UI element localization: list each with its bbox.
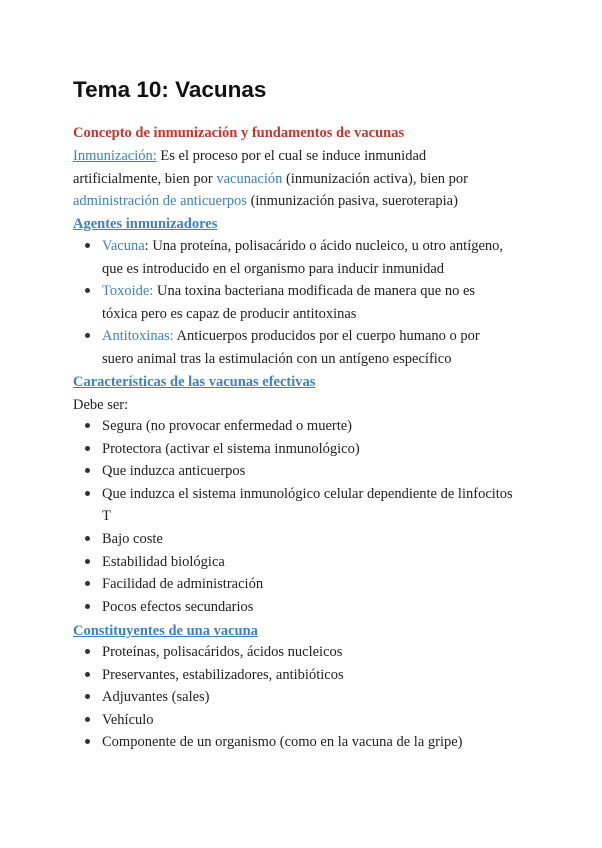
bullet-icon [85, 446, 90, 451]
agent-term: Toxoide: [102, 283, 154, 300]
page-title: Tema 10: Vacunas [73, 77, 267, 102]
list-item [84, 415, 514, 438]
caracteristicas-intro: Debe ser: [73, 397, 129, 413]
list-item [84, 438, 514, 461]
list-item-text: Que induzca anticuerpos [102, 463, 246, 480]
bullet-icon [85, 536, 90, 541]
concept-heading: Concepto de inmunización y fundamentos de vacunas [73, 125, 405, 141]
list-item [84, 664, 514, 687]
bullet-icon [85, 423, 90, 428]
list-item [84, 460, 514, 483]
list-item [84, 596, 514, 619]
list-item [84, 551, 514, 574]
list-item-text: Protectora (activar el sistema inmunológico) [102, 440, 360, 457]
bullet-icon [85, 604, 90, 609]
list-item-text: Segura (no provocar enfermedad o muerte) [102, 418, 353, 434]
agentes-list [84, 235, 514, 371]
inmunizacion-paragraph [73, 145, 513, 213]
list-item [84, 528, 514, 551]
agentes-heading: Agentes inmunizadores [73, 216, 218, 232]
list-item-text: Preservantes, estabilizadores, antibióticos [102, 666, 344, 683]
agent-text: Una toxina bacteriana modificada de manera que no es tóxica pero es capaz de producir antitoxinas [102, 283, 476, 322]
inmunizacion-term: Inmunización: [73, 148, 157, 164]
bullet-icon [85, 288, 90, 293]
agent-text: : Una proteína, polisacárido o ácido nucleico, u otro antígeno, que es introducido en el organismo para inducir inmunidad [102, 238, 504, 277]
bullet-icon [85, 581, 90, 586]
list-item-text: Estabilidad biológica [102, 553, 225, 570]
list-item [84, 641, 514, 664]
bullet-icon [85, 717, 90, 722]
bullet-icon [85, 468, 90, 473]
list-item [84, 709, 514, 732]
administracion-term: administración de anticuerpos [73, 193, 247, 210]
list-item-text: Pocos efectos secundarios [102, 598, 254, 615]
bullet-icon [85, 649, 90, 654]
list-item [84, 235, 514, 280]
list-item-text: Que induzca el sistema inmunológico celular dependiente de linfocitos T [102, 485, 513, 525]
bullet-icon [85, 243, 90, 248]
bullet-icon [85, 333, 90, 338]
list-item [84, 731, 514, 754]
agent-term: Vacuna [102, 238, 145, 254]
caracteristicas-heading: Características de las vacunas efectivas [73, 374, 316, 390]
bullet-icon [85, 491, 90, 496]
list-item-text: Vehículo [102, 711, 154, 728]
vacunacion-term: vacunación [216, 170, 283, 187]
bullet-icon [85, 694, 90, 699]
list-item [84, 686, 514, 709]
list-item [84, 573, 514, 596]
list-item-text: Adjuvantes (sales) [102, 689, 210, 706]
list-item [84, 483, 514, 528]
bullet-icon [85, 672, 90, 677]
list-item-text: Componente de un organismo (como en la vacuna de la gripe) [102, 734, 463, 751]
inmunizacion-text-1: Es el proceso por el cual se induce inmunidad artificialmente, bien por [73, 148, 427, 187]
list-item [84, 325, 514, 370]
list-item-text: Proteínas, polisacáridos, ácidos nucleicos [102, 644, 343, 660]
constituyentes-list [84, 641, 514, 754]
agent-text: Anticuerpos producidos por el cuerpo humano o por suero animal tras la estimulación con un antígeno específico [102, 328, 480, 367]
agent-term: Antitoxinas: [102, 328, 174, 345]
caracteristicas-list [84, 415, 514, 618]
list-item-text: Facilidad de administración [102, 576, 264, 593]
list-item-text: Bajo coste [102, 530, 163, 547]
bullet-icon [85, 559, 90, 564]
inmunizacion-text-2: (inmunización activa), bien por [282, 170, 468, 187]
bullet-icon [85, 739, 90, 744]
constituyentes-heading: Constituyentes de una vacuna [73, 623, 258, 639]
list-item [84, 280, 514, 325]
inmunizacion-text-3: (inmunización pasiva, sueroterapia) [246, 193, 458, 210]
